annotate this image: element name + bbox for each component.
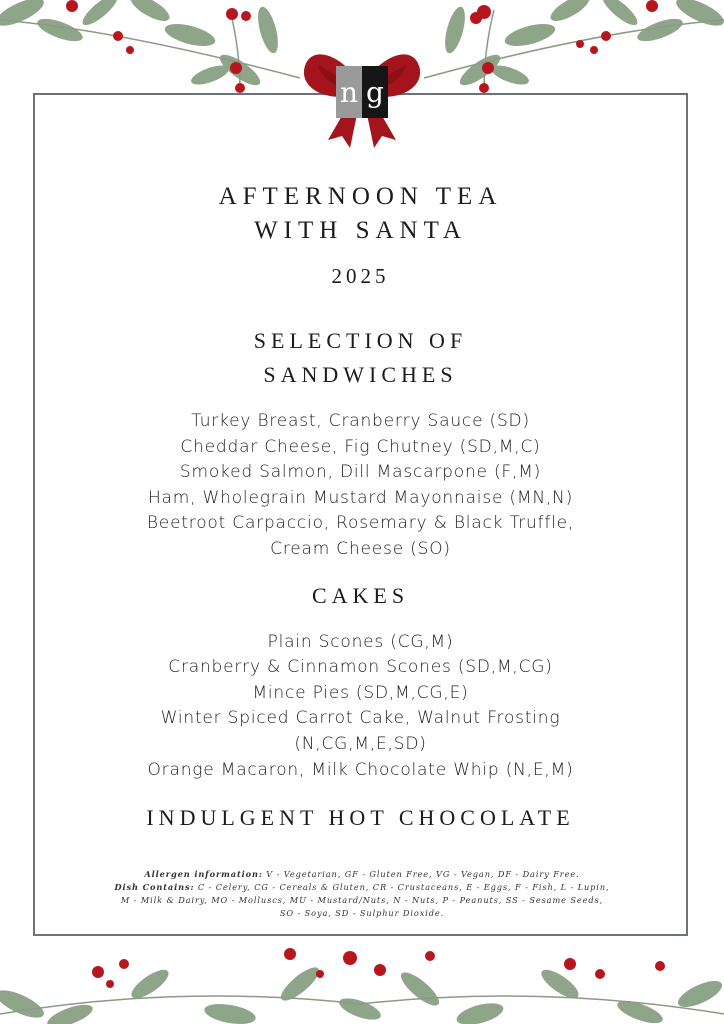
hot-chocolate-heading: INDULGENT HOT CHOCOLATE: [146, 805, 575, 831]
logo-letter-g: g: [362, 66, 388, 118]
menu-item: Cream Cheese (SO): [270, 538, 451, 559]
allergen-line-4: SO - Soya, SD - Sulphur Dioxide.: [279, 908, 445, 918]
menu-item: Smoked Salmon, Dill Mascarpone (F,M): [179, 462, 542, 483]
ng-logo: [336, 66, 388, 118]
logo-letter-n: n: [336, 66, 362, 118]
menu-item: Ham, Wholegrain Mustard Mayonnaise (MN,N): [147, 487, 574, 508]
cakes-list: [33, 630, 688, 784]
title-line-2: WITH SANTA: [254, 217, 467, 244]
menu-item: Turkey Breast, Cranberry Sauce (SD): [191, 411, 530, 431]
dish-contains-label: Dish Contains:: [114, 882, 195, 892]
allergen-line-2: [60, 881, 664, 894]
allergen-information: [60, 868, 664, 920]
dish-contains-text: C - Celery, CG - Cereals & Gluten, CR - Crustaceans, E - Eggs, F - Fish, L - Lupin,: [194, 882, 610, 892]
menu-item: Mince Pies (SD,M,CG,E): [252, 682, 469, 703]
cakes-heading: CAKES: [311, 582, 410, 608]
menu-item: Cheddar Cheese, Fig Chutney (SD,M,C): [180, 436, 541, 457]
allergen-text: V - Vegetarian, GF - Gluten Free, VG - Vegan, DF - Dairy Free.: [262, 869, 580, 879]
allergen-line-1: [60, 868, 664, 881]
menu-content: [33, 180, 688, 835]
menu-year: 2025: [331, 264, 390, 288]
holly-garland-bottom: [0, 944, 724, 1024]
sandwiches-heading-line-2: SANDWICHES: [263, 362, 458, 387]
allergen-label: Allergen information:: [144, 869, 263, 879]
menu-item: (N,CG,M,E,SD): [294, 733, 427, 754]
menu-item: Beetroot Carpaccio, Rosemary & Black Truffle,: [146, 513, 575, 534]
menu-item: Cranberry & Cinnamon Scones (SD,M,CG): [168, 657, 553, 678]
sandwiches-heading: [33, 324, 688, 392]
sandwiches-heading-line-1: SELECTION OF: [253, 328, 468, 353]
menu-item: Winter Spiced Carrot Cake, Walnut Frosting: [160, 708, 561, 729]
title-line-1: AFTERNOON TEA: [218, 183, 503, 210]
allergen-line-3: M - Milk & Dairy, MO - Molluscs, MU - Mustard/Nuts, N - Nuts, P - Peanuts, SS - Sesame Seeds,: [120, 895, 604, 905]
menu-item: Orange Macaron, Milk Chocolate Whip (N,E,M): [147, 759, 574, 780]
menu-item: Plain Scones (CG,M): [267, 631, 454, 652]
menu-title: [33, 180, 688, 248]
sandwiches-list: [33, 409, 688, 563]
